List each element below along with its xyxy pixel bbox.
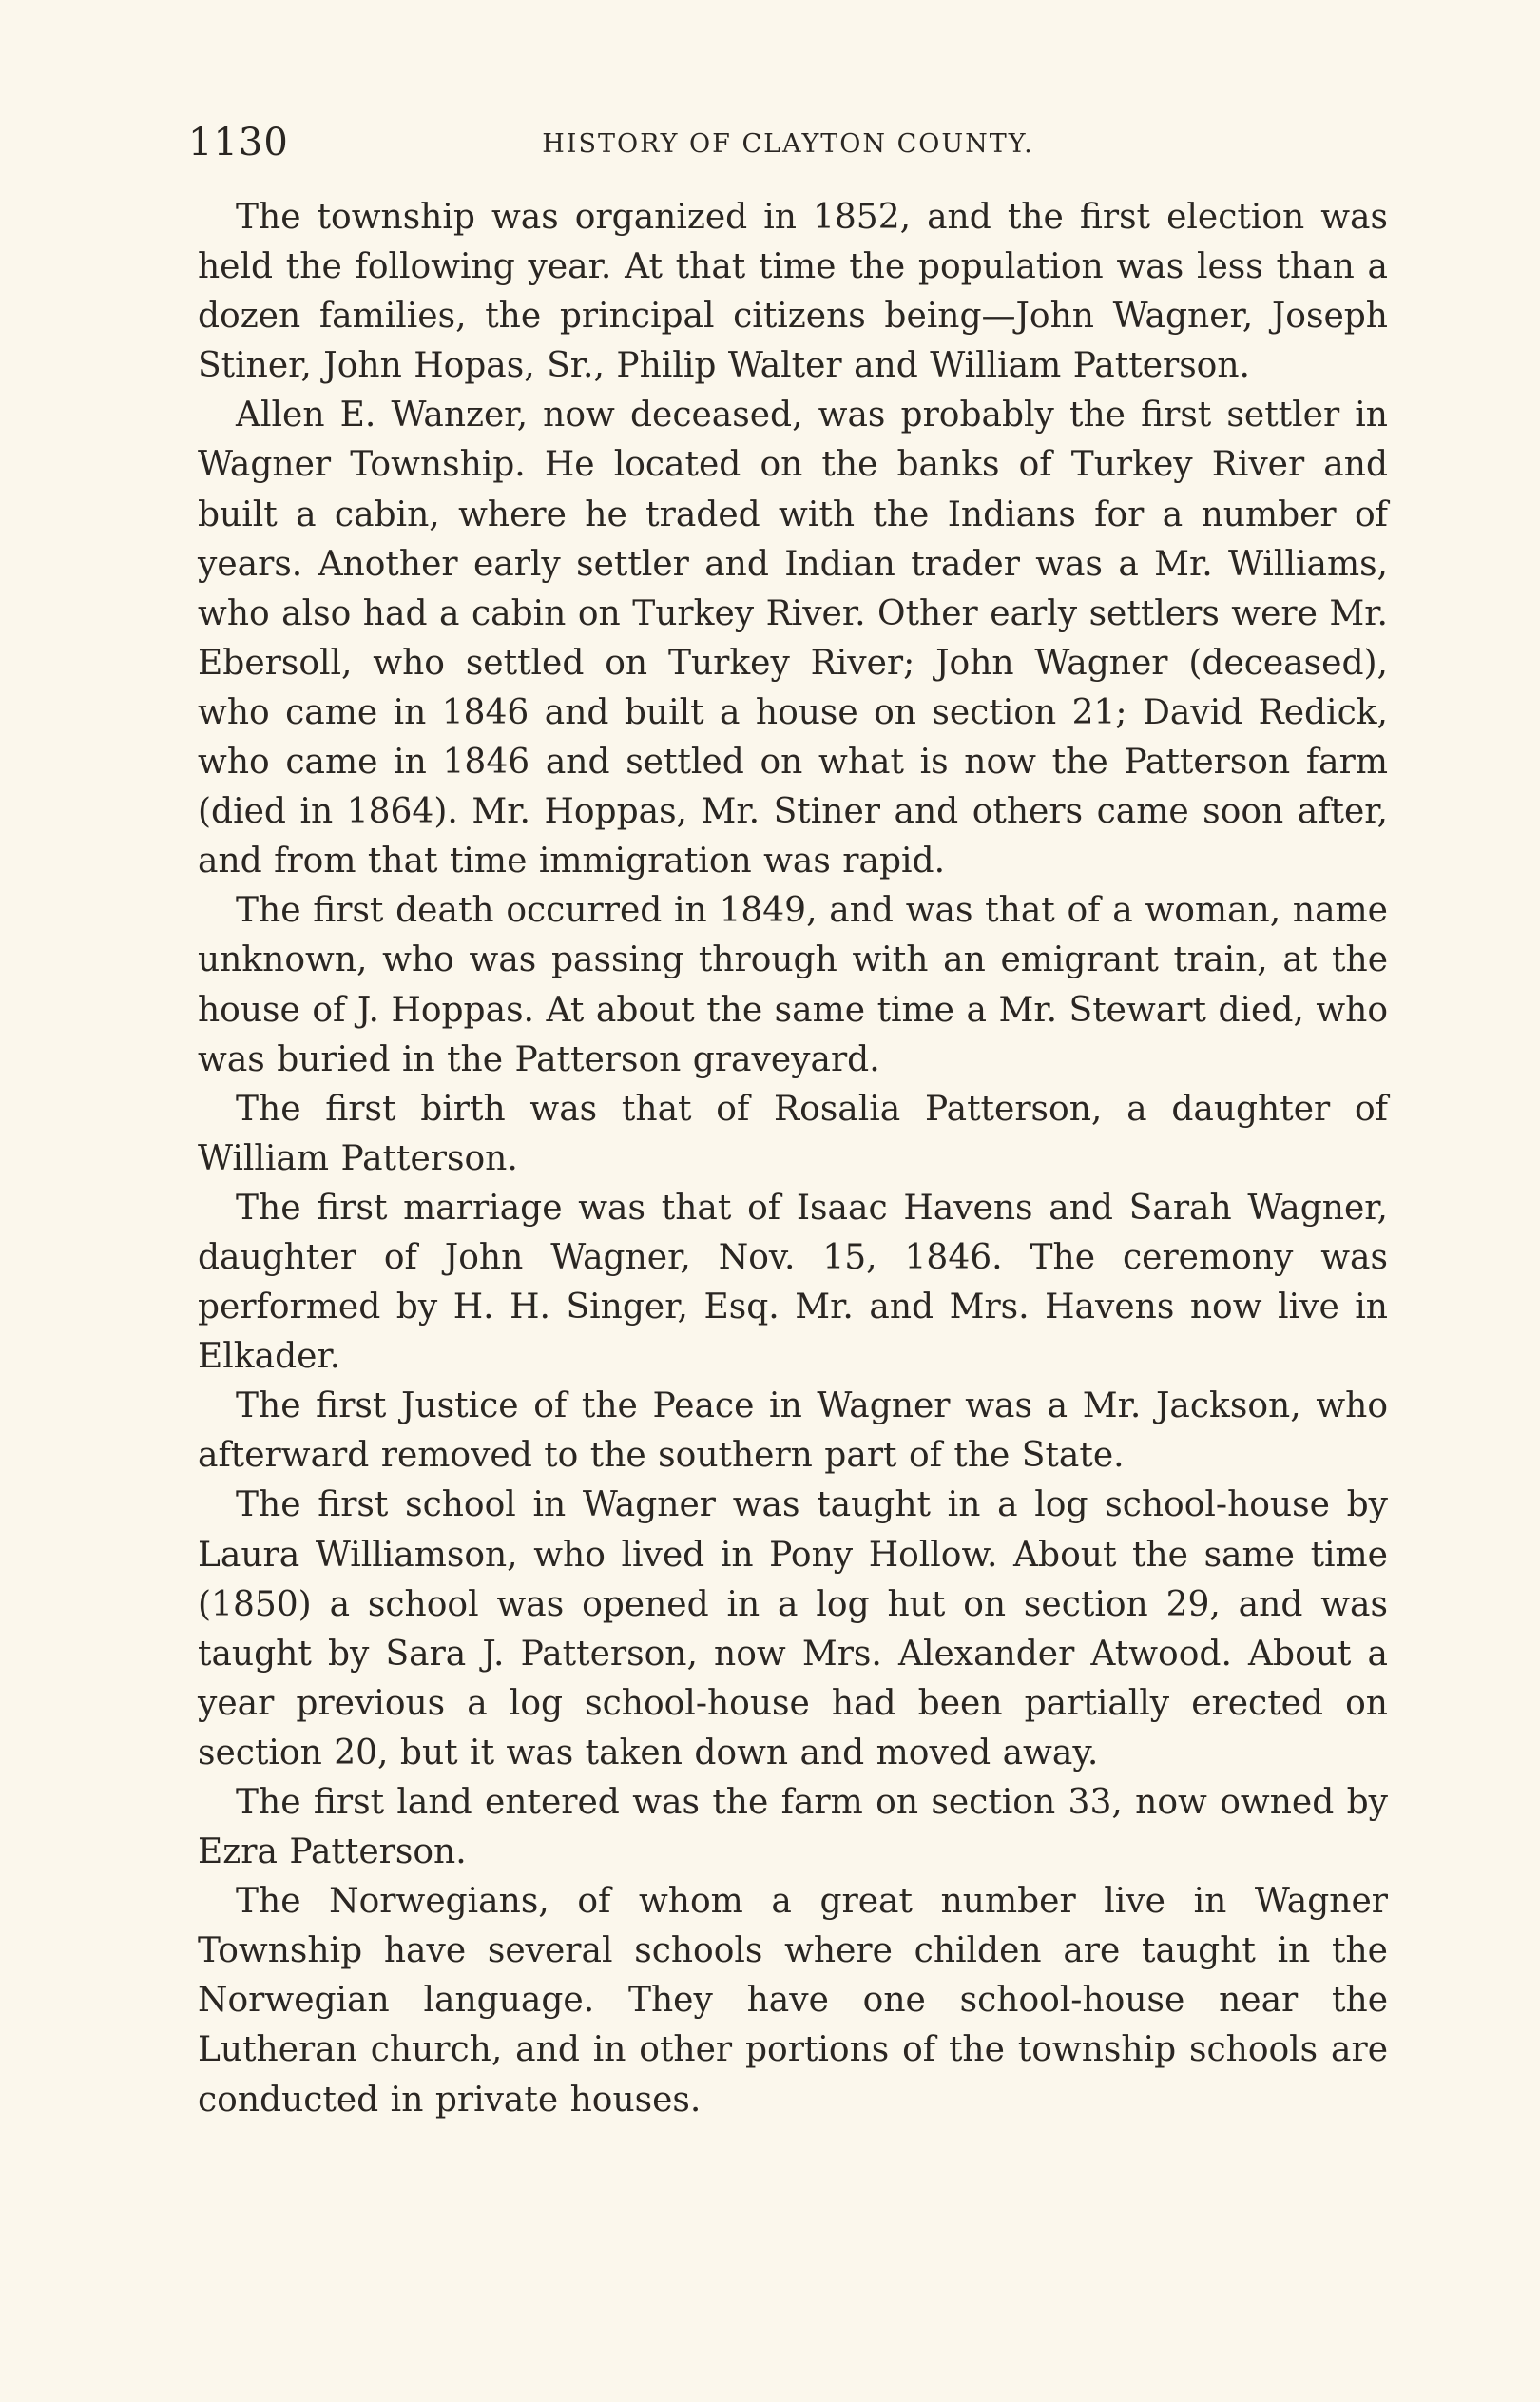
body-text — [198, 193, 1388, 2125]
paragraph-first-justice: The first Justice of the Peace in Wagner was a Mr. Jackson, who afterward removed to the southern part of the State. — [198, 1386, 1388, 1476]
paragraph-first-marriage: The first marriage was that of Isaac Havens and Sarah Wagner, daughter of John Wagner, Nov. 15, 1846. The ceremony was performed by H. H. Singer, Esq. Mr. and Mrs. Havens now live in Elkader. — [198, 1188, 1388, 1377]
running-title: HISTORY OF CLAYTON COUNTY. — [542, 129, 1034, 159]
paragraph-first-death: The first death occurred in 1849, and was that of a woman, name unknown, who was passing through with an emigrant train, at the house of J. Hoppas. At about the same time a Mr. Stewart died, who was buried in the Patterson graveyard. — [198, 891, 1388, 1079]
paragraph-first-land: The first land entered was the farm on section 33, now owned by Ezra Patterson. — [198, 1783, 1388, 1872]
paragraph-first-school: The first school in Wagner was taught in a log school-house by Laura Williamson, who lived in Pony Hollow. About the same time (1850) a school was opened in a log hut on section 29, and was taught by Sara J. Patterson, now Mrs. Alexander Atwood. About a year previous a log school-house had been partially erected on section 20, but it was taken down and moved away. — [198, 1485, 1388, 1772]
paragraph-norwegians: The Norwegians, of whom a great number live in Wagner Township have several schools where childen are taught in the Norwegian language. They have one school-house near the Lutheran church, and in other portions of the township schools are conducted in private houses. — [198, 1882, 1388, 2120]
paragraph-organization: The township was organized in 1852, and the first election was held the following year. At that time the population was less than a dozen families, the principal citizens being—John Wagner, Joseph Stiner, John Hopas, Sr., Philip Walter and William Patterson. — [198, 198, 1388, 386]
page-number: 1130 — [188, 121, 289, 165]
paragraph-early-settlers: Allen E. Wanzer, now deceased, was probably the first settler in Wagner Township. He located on the banks of Turkey River and built a cabin, where he traded with the Indians for a number of years. Another early settler and Indian trader was a Mr. Williams, who also had a cabin on Turkey River. Other early settlers were Mr. Ebersoll, who settled on Turkey River; John Wagner (deceased), who came in 1846 and built a house on section 21; David Redick, who came in 1846 and settled on what is now the Patterson farm (died in 1864). Mr. Hoppas, Mr. Stiner and others came soon after, and from that time immigration was rapid. — [198, 396, 1388, 881]
paragraph-first-birth: The first birth was that of Rosalia Patterson, a daughter of William Patterson. — [198, 1089, 1388, 1178]
page-header — [188, 114, 1388, 171]
